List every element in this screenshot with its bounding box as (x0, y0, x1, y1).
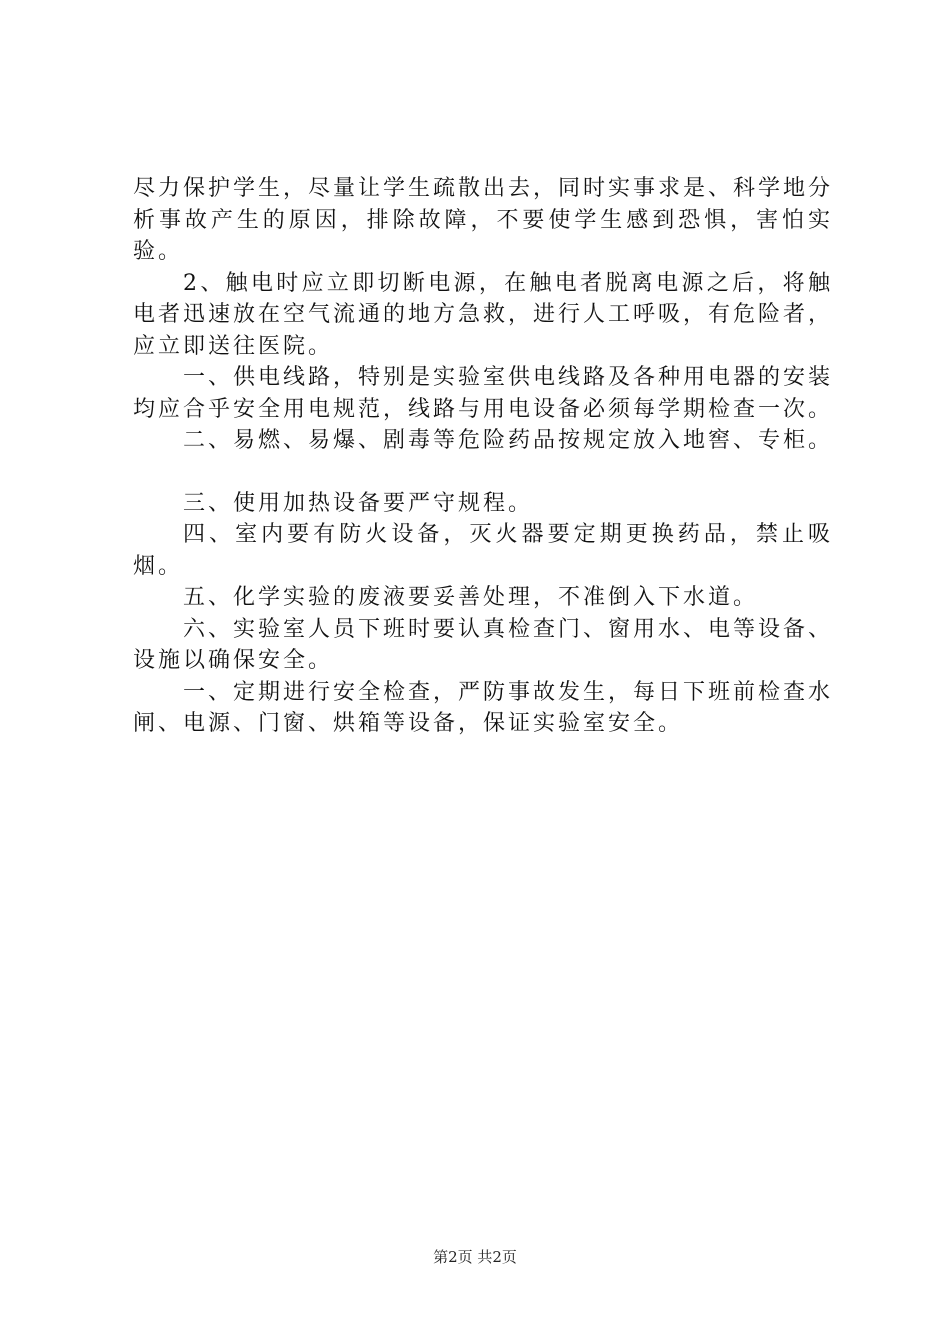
paragraph-waste-liquid: 五、化学实验的废液要妥善处理，不准倒入下水道。 (183, 585, 759, 610)
page-number-footer: 第2页 共2页 (433, 1248, 517, 1266)
paragraph-fire-equipment: 四、室内要有防火设备，灭火器要定期更换药品，禁止吸烟。 (133, 522, 833, 579)
paragraph-closing-check: 六、实验室人员下班时要认真检查门、窗用水、电等设备、设施以确保安全。 (133, 616, 834, 673)
paragraph-safety-inspection: 一、定期进行安全检查，严防事故发生，每日下班前检查水闸、电源、门窗、烘箱等设备，保证实验室安全。 (133, 679, 834, 736)
paragraph-heating-equipment: 三、使用加热设备要严守规程。 (183, 490, 534, 516)
paragraph-continuation: 尽力保护学生，尽量让学生疏散出去，同时实事求是、科学地分析事故产生的原因，排除故障，不要使学生感到恐惧，害怕实验。 (133, 176, 834, 264)
paragraph-power-lines: 一、供电线路，特别是实验室供电线路及各种用电器的安装均应合乎安全用电规范，线路与用电设备必须每学期检查一次。 (133, 365, 834, 422)
document-body (133, 173, 833, 740)
paragraph-hazardous-chemicals: 二、易燃、易爆、剧毒等危险药品按规定放入地窖、专柜。 (183, 428, 834, 453)
paragraph-electric-shock: 2、触电时应立即切断电源，在触电者脱离电源之后，将触电者迅速放在空气流通的地方急救，进行人工呼吸，有危险者，应立即送往医院。 (133, 270, 834, 359)
